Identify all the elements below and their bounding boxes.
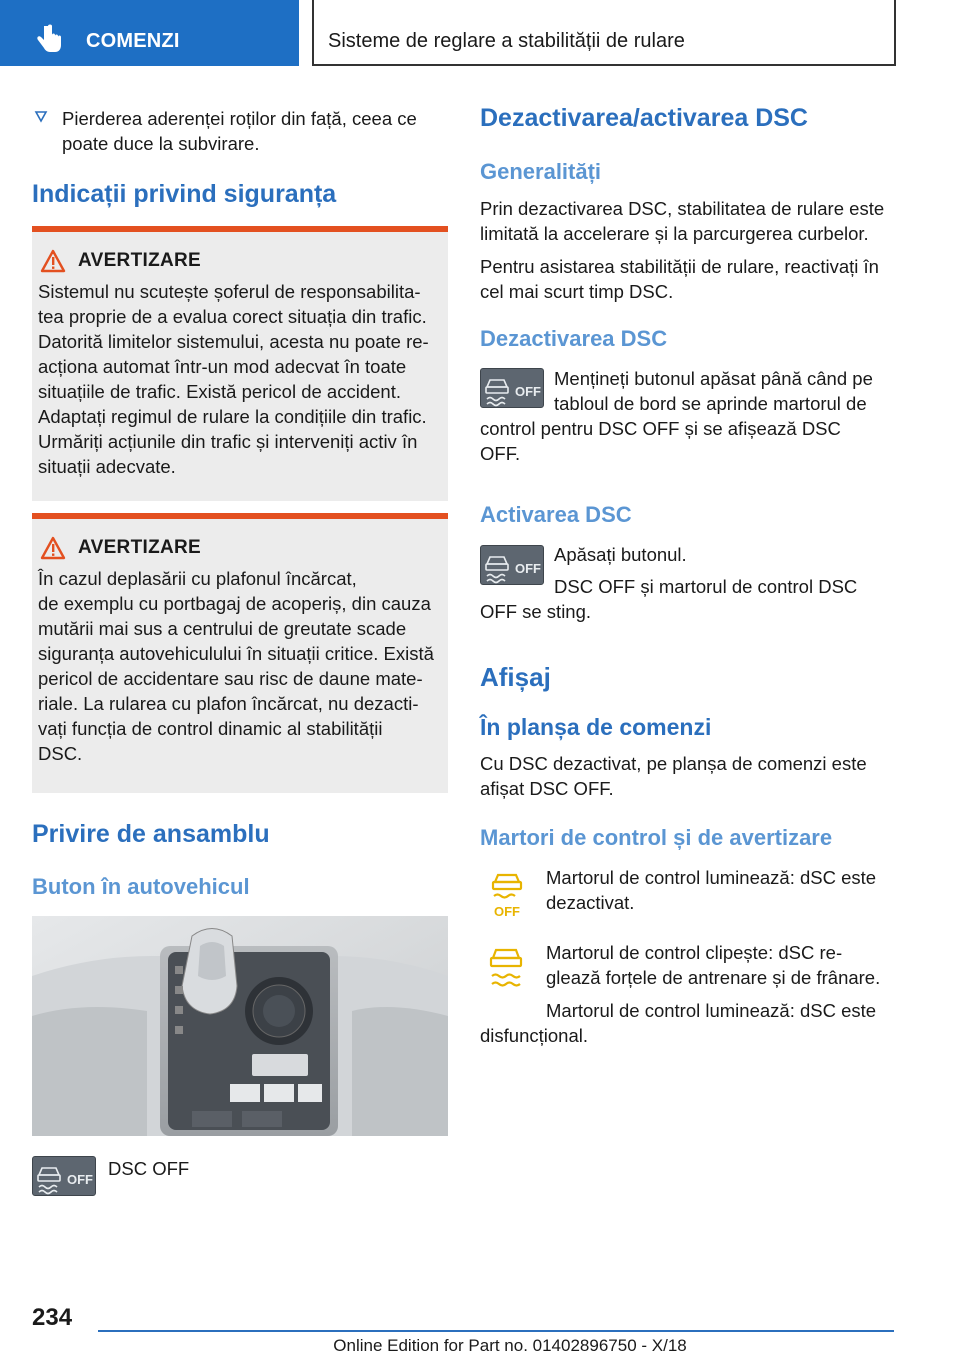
- overview-heading: Privire de ansamblu: [32, 820, 270, 848]
- activate-heading: Activarea DSC: [480, 502, 632, 527]
- deactivate-text: [554, 366, 894, 416]
- lamps-heading: Martori de control și de avertizare: [480, 825, 833, 850]
- general-paragraph-1: [480, 196, 900, 246]
- page-number: 234: [32, 1304, 73, 1331]
- warning-line: vați funcția de control dinamic al stabilității: [38, 718, 383, 739]
- lamp-off-label: OFF: [494, 904, 520, 919]
- text-line: Pentru asistarea stabilității de rulare, reactivați în: [480, 256, 879, 277]
- text-line: tabloul de bord se aprinde martorul de: [554, 393, 867, 414]
- section-tab-label: COMENZI: [86, 30, 180, 52]
- display-heading: Afișaj: [480, 662, 551, 692]
- warning-body: [38, 279, 444, 479]
- warning-line: situații adecvate.: [38, 456, 176, 477]
- warning-line: pericol de accidentare sau risc de daune mate-: [38, 668, 423, 689]
- text-line: dezactivat.: [546, 892, 635, 913]
- activate-text-2-cont: OFF se sting.: [480, 601, 592, 622]
- general-paragraph-2: [480, 254, 900, 304]
- dsc-off-button-icon: [480, 368, 544, 408]
- general-heading: Generalități: [480, 159, 602, 184]
- text-line: Martorul de control luminează: dSC este: [546, 867, 877, 888]
- warning-box-2: [32, 513, 448, 793]
- center-console-photo: [32, 916, 448, 1136]
- warning-line: riale. La rularea cu plafon încărcat, nu dezacti-: [38, 693, 419, 714]
- warning-line: Sistemul nu scutește șoferul de responsabilita-: [38, 281, 421, 302]
- text-line: Martorul de control luminează: dSC este: [546, 1000, 877, 1021]
- activate-line-1: Apăsați butonul.: [554, 544, 687, 565]
- warning-line: În cazul deplasării cu plafonul încărcat,: [38, 568, 357, 589]
- warning-line: acționa automat într-un mod adecvat în toate: [38, 356, 407, 377]
- text-line: DSC OFF și martorul de control DSC: [554, 576, 858, 597]
- warning-line: DSC.: [38, 743, 83, 764]
- warning-line: Datorită limitelor sistemului, acesta nu poate re-: [38, 331, 429, 352]
- hand-pointer-icon: [34, 24, 64, 54]
- text-line: Martorul de control clipește: dSC re-: [546, 942, 843, 963]
- dsc-off-button-icon: [480, 545, 544, 585]
- button-heading: Buton în autovehicul: [32, 874, 250, 899]
- text-line: Cu DSC dezactivat, pe planșa de comenzi este: [480, 753, 867, 774]
- footer-rule: [98, 1330, 894, 1332]
- warning-line: situațiile de trafic. Există pericol de accident.: [38, 381, 401, 402]
- chapter-title: Sisteme de reglare a stabilității de rulare: [328, 30, 685, 52]
- footer-edition: Online Edition for Part no. 01402896750 - X/18: [333, 1336, 687, 1355]
- activate-text-2: [554, 574, 894, 599]
- deactivate-heading: Dezactivarea DSC: [480, 326, 668, 351]
- dsc-off-warning-lamp-icon: [490, 868, 524, 922]
- warning-triangle-icon: [40, 536, 66, 560]
- dsc-warning-lamp-icon: [484, 944, 528, 996]
- text-line: Mențineți butonul apăsat până când pe: [554, 368, 873, 389]
- lamp3-text-cont: disfuncțional.: [480, 1025, 588, 1046]
- center-console-illustration: [32, 916, 448, 1136]
- chapter-header: [312, 0, 896, 66]
- cluster-heading: În planșa de comenzi: [480, 714, 712, 740]
- main-heading: Dezactivarea/activarea DSC: [480, 104, 808, 132]
- text-line: OFF.: [480, 443, 521, 464]
- warning-triangle-icon: [40, 249, 66, 273]
- lamp1-text: [546, 865, 896, 915]
- deactivate-text-cont: [480, 416, 900, 466]
- warning-title: AVERTIZARE: [78, 537, 201, 558]
- lamp3-text: [546, 998, 896, 1023]
- off-label: OFF: [67, 1172, 93, 1187]
- bullet-text: Pierderea aderenței roților din față, ceea ce poate duce la subvirare.: [62, 108, 417, 154]
- cluster-text: [480, 751, 900, 801]
- text-line: glează forțele de antrenare și de frânare.: [546, 967, 881, 988]
- text-line: afișat DSC OFF.: [480, 778, 614, 799]
- text-line: cel mai scurt timp DSC.: [480, 281, 674, 302]
- text-line: control pentru DSC OFF și se afișează DSC: [480, 418, 841, 439]
- warning-line: de exemplu cu portbagaj de acoperiș, din cauza: [38, 593, 431, 614]
- warning-title: AVERTIZARE: [78, 250, 201, 271]
- bullet-triangle-icon: [34, 110, 48, 124]
- button-caption: DSC OFF: [108, 1158, 190, 1179]
- warning-body: [38, 566, 444, 766]
- dsc-off-button-icon: [32, 1156, 96, 1196]
- warning-box-1: [32, 226, 448, 501]
- section-tab: [0, 0, 299, 66]
- text-line: Prin dezactivarea DSC, stabilitatea de rulare este: [480, 198, 885, 219]
- warning-line: Adaptați regimul de rulare la condițiile din trafic.: [38, 406, 427, 427]
- warning-line: tea proprie de a evalua corect situația din trafic.: [38, 306, 427, 327]
- warning-line: mutării mai sus a centrului de greutate scade: [38, 618, 407, 639]
- off-label: OFF: [515, 561, 541, 576]
- warning-line: siguranța autovehiculului în situații critice. Există: [38, 643, 434, 664]
- text-line: limitată la accelerare și la parcurgerea curbelor.: [480, 223, 869, 244]
- safety-heading: Indicații privind siguranța: [32, 180, 337, 208]
- off-label: OFF: [515, 384, 541, 399]
- lamp2-text: [546, 940, 896, 990]
- warning-line: Urmăriți acțiunile din trafic și interveniți activ în: [38, 431, 418, 452]
